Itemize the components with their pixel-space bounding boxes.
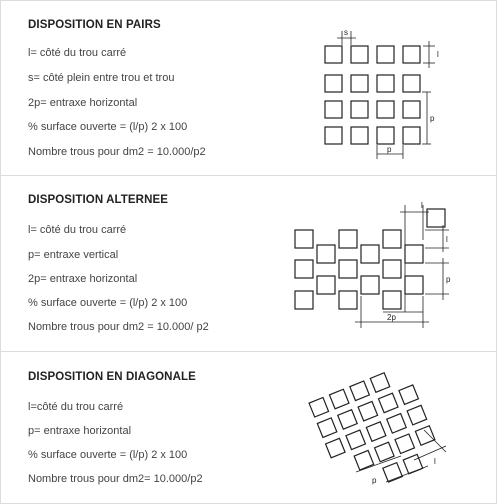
dimension-label-2p: 2p — [387, 313, 396, 322]
dimension-label-p: p — [430, 114, 435, 123]
square-grid-diagram — [311, 21, 451, 166]
definition-line: l= côté du trou carré — [28, 47, 127, 59]
definition-line: l= côté du trou carré — [28, 224, 127, 236]
formula-line: % surface ouverte = (l/p) 2 x 100 — [28, 297, 188, 309]
definition-line: p= entraxe horizontal — [28, 425, 132, 437]
section-alternee — [1, 176, 496, 352]
formula-line: Nombre trous pour dm2 = 10.000/p2 — [28, 146, 206, 158]
formula-line: Nombre trous pour dm2 = 10.000/ p2 — [28, 321, 209, 333]
hole-grid — [325, 46, 420, 144]
section-title: DISPOSITION ALTERNEE — [28, 194, 169, 206]
dimension-label-p-bottom: p — [387, 145, 392, 154]
hole-grid — [295, 209, 445, 309]
dimension-label-s: s — [344, 28, 348, 37]
dimension-label-p: p — [446, 275, 451, 284]
staggered-grid-diagram — [289, 200, 464, 335]
dimension-label-p: p — [372, 476, 377, 485]
formula-line: % surface ouverte = (l/p) 2 x 100 — [28, 121, 188, 133]
dimension-label-l: l — [421, 201, 423, 210]
section-title: DISPOSITION EN PAIRS — [28, 19, 161, 31]
dimension-label-l-right: l — [446, 235, 448, 244]
dimension-label-l: l — [434, 457, 436, 466]
dimension-label-l: l — [437, 50, 439, 59]
section-title: DISPOSITION EN DIAGONALE — [28, 371, 196, 383]
formula-line: % surface ouverte = (l/p) 2 x 100 — [28, 449, 188, 461]
section-pairs — [1, 1, 496, 176]
definition-line: l=côté du trou carré — [28, 401, 124, 413]
section-diagonale — [1, 352, 496, 503]
definition-line: s= côté plein entre trou et trou — [28, 72, 175, 84]
dimension-lines — [355, 205, 449, 328]
definition-line: p= entraxe vertical — [28, 249, 119, 261]
formula-line: Nombre trous pour dm2= 10.000/p2 — [28, 473, 203, 485]
definition-line: 2p= entraxe horizontal — [28, 273, 138, 285]
diagonal-grid-diagram — [296, 360, 456, 500]
definition-line: 2p= entraxe horizontal — [28, 97, 138, 109]
